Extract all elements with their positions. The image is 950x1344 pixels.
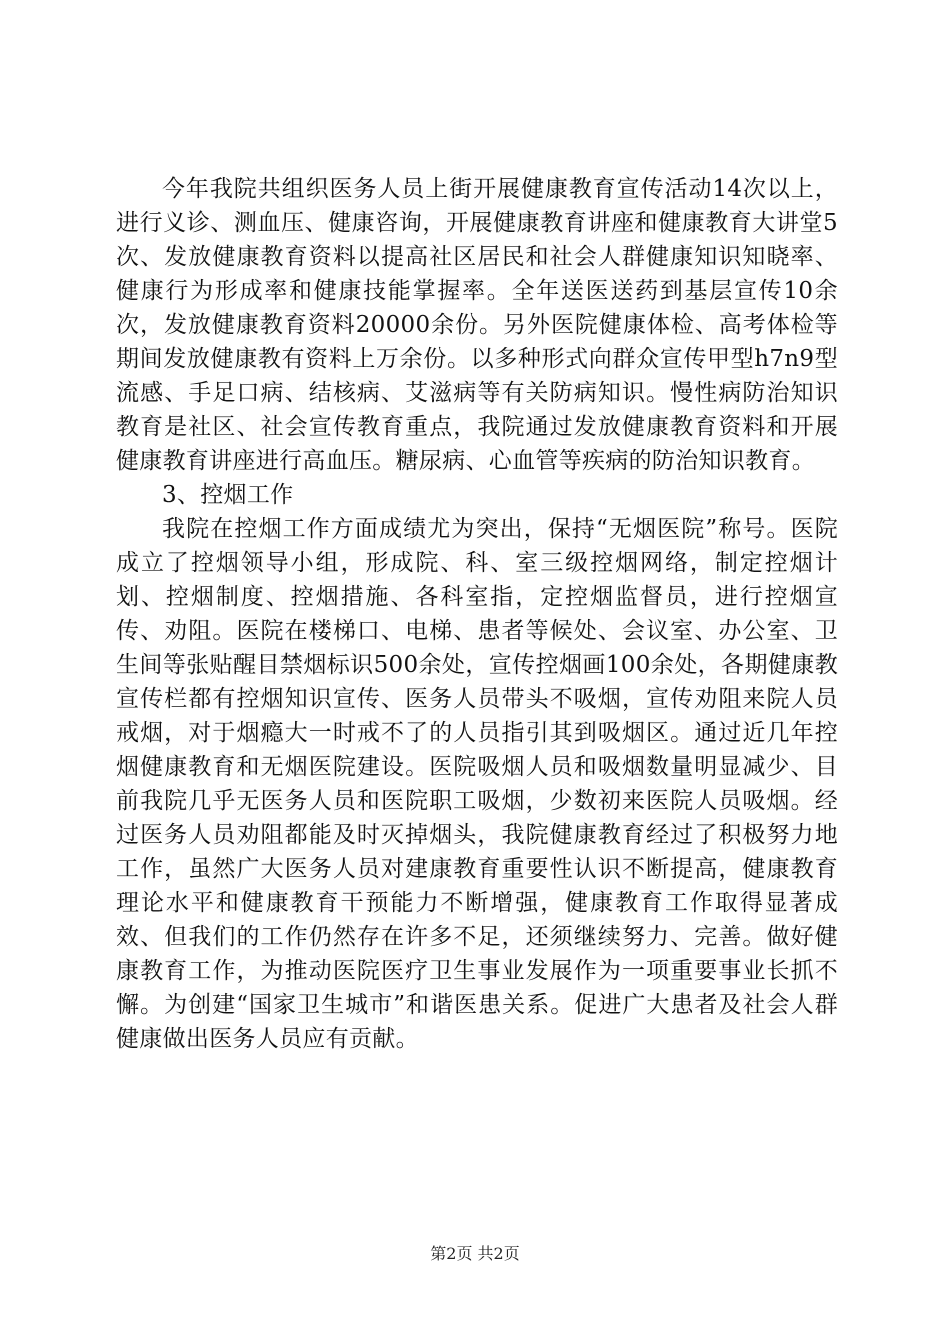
paragraph-health-education: 今年我院共组织医务人员上街开展健康教育宣传活动14次以上，进行义诊、测血压、健康咨询，开展健康教育讲座和健康教育大讲堂5次、发放健康教育资料以提高社区居民和社会人群健康知识知晓率、健康行为形成率和健康技能掌握率。全年送医送药到基层宣传10余次，发放健康教育资料20000余份。另外医院健康体检、高考体检等期间发放健康教有资料上万余份。以多种形式向群众宣传甲型h7n9型流感、手足口病、结核病、艾滋病等有关防病知识。慢性病防治知识教育是社区、社会宣传教育重点，我院通过发放健康教育资料和开展健康教育讲座进行高血压。糖尿病、心血管等疾病的防治知识教育。	[116, 176, 838, 474]
page-number-footer: 第2页 共2页	[430, 1244, 520, 1263]
section-heading-tobacco-control: 3、控烟工作	[162, 482, 294, 508]
document-body	[116, 172, 838, 1056]
paragraph-tobacco-control: 我院在控烟工作方面成绩尤为突出，保持“无烟医院”称号。医院成立了控烟领导小组，形成院、科、室三级控烟网络，制定控烟计划、控烟制度、控烟措施、各科室指，定控烟监督员，进行控烟宣传、劝阻。医院在楼梯口、电梯、患者等候处、会议室、办公室、卫生间等张贴醒目禁烟标识500余处，宣传控烟画100余处，各期健康教宣传栏都有控烟知识宣传、医务人员带头不吸烟，宣传劝阻来院人员戒烟，对于烟瘾大一时戒不了的人员指引其到吸烟区。通过近几年控烟健康教育和无烟医院建设。医院吸烟人员和吸烟数量明显减少、目前我院几乎无医务人员和医院职工吸烟，少数初来医院人员吸烟。经过医务人员劝阻都能及时灭掉烟头，我院健康教育经过了积极努力地工作，虽然广大医务人员对建康教育重要性认识不断提高，健康教育理论水平和健康教育干预能力不断增强，健康教育工作取得显著成效、但我们的工作仍然存在许多不足，还须继续努力、完善。做好健康教育工作，为推动医院医疗卫生事业发展作为一项重要事业长抓不懈。为创建“国家卫生城市”和谐医患关系。促进广大患者及社会人群健康做出医务人员应有贡献。	[116, 516, 838, 1052]
